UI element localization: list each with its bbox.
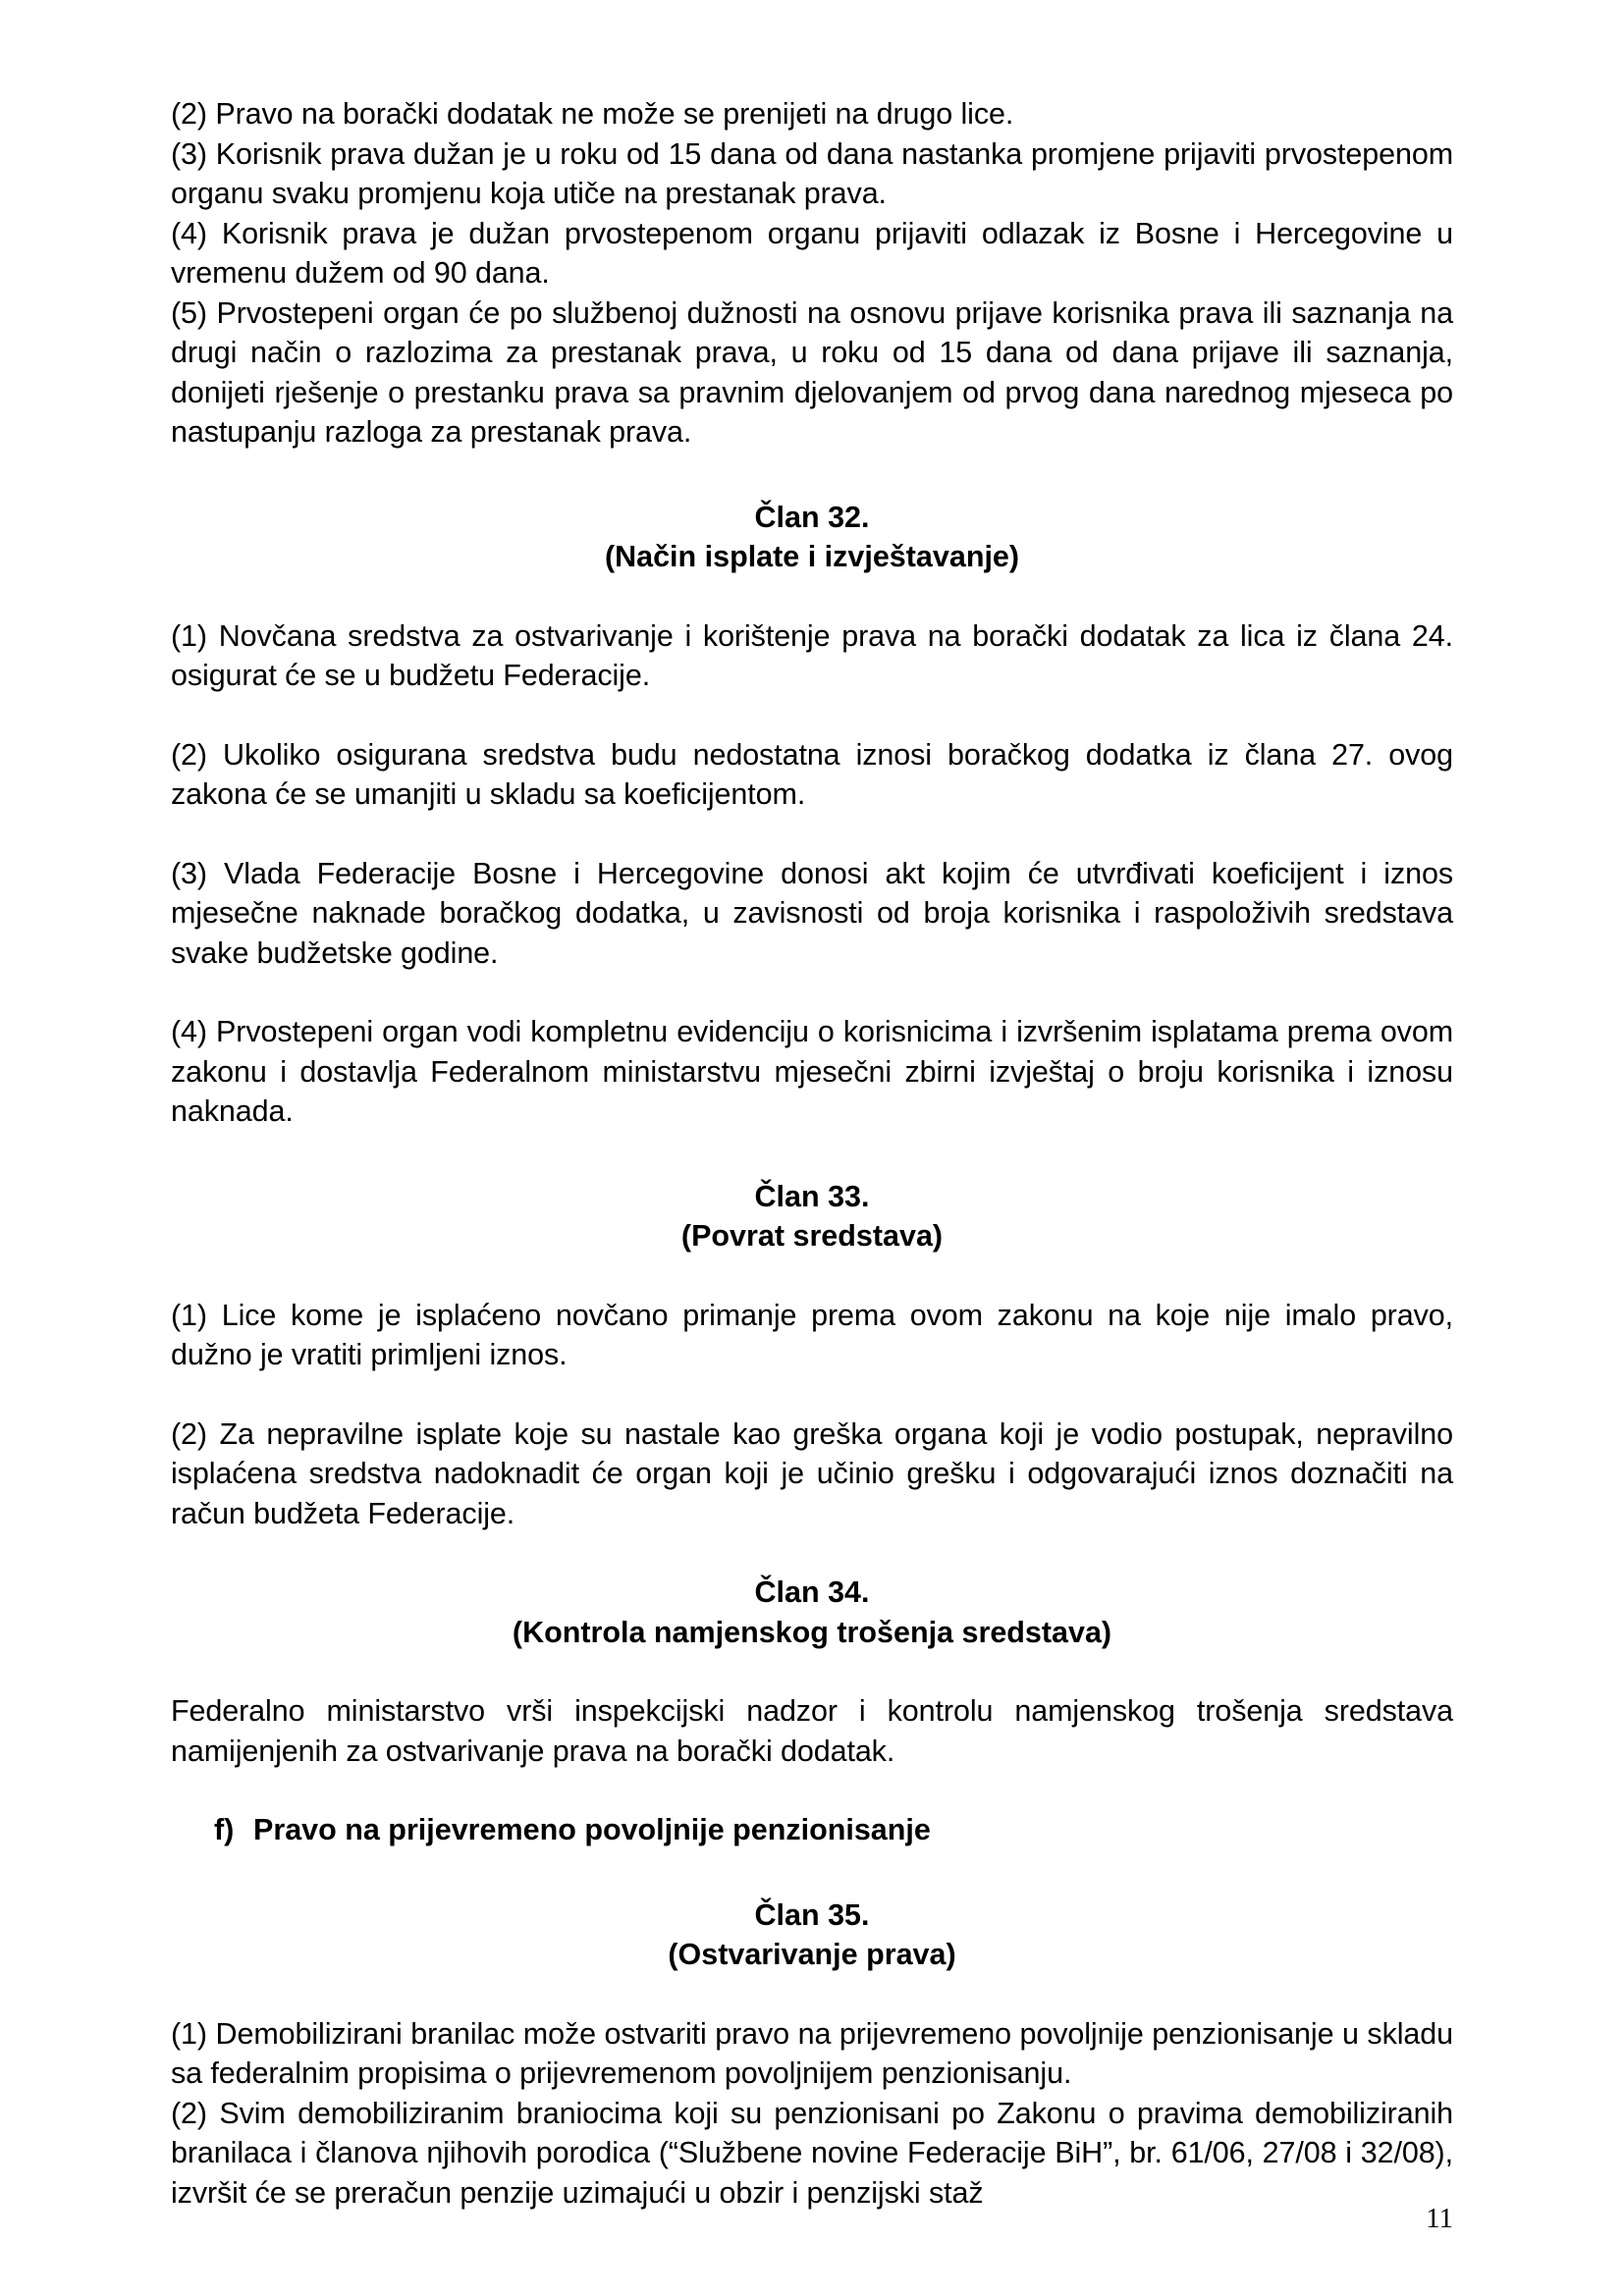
paragraph-art32-4: (4) Prvostepeni organ vodi kompletnu evidenciju o korisnicima i izvršenim isplatama prema ovom zakonu i dostavlja Federalnom ministarstvu mjesečni zbirni izvještaj o broju korisnika i iznosu naknada. <box>171 1015 1453 1128</box>
spacer <box>171 1375 1453 1415</box>
heading-clan-32 <box>171 498 1453 577</box>
spacer <box>171 696 1453 735</box>
spacer <box>171 973 1453 1012</box>
spacer <box>171 453 1453 498</box>
spacer <box>171 1256 1453 1296</box>
spacer <box>171 1850 1453 1896</box>
spacer <box>171 815 1453 854</box>
heading-clan-35-title: (Ostvarivanje prava) <box>668 1938 956 1971</box>
spacer <box>171 1652 1453 1691</box>
spacer <box>171 1975 1453 2014</box>
paragraph-art32-3: (3) Vlada Federacije Bosne i Hercegovine donosi akt kojim će utvrđivati koeficijent i iznos mjesečne naknade boračkog dodatka, u zavisnosti od broja korisnika i raspoloživih sredstava svake budžetske godine. <box>171 856 1453 970</box>
subsection-title-f: Pravo na prijevremeno povoljnije penzionisanje <box>253 1813 931 1846</box>
page-number: 11 <box>1426 2203 1453 2234</box>
heading-clan-35 <box>171 1896 1453 1975</box>
paragraph-art33-2: (2) Za nepravilne isplate koje su nastale kao greška organa koji je vodio postupak, nepravilno isplaćena sredstva nadoknadit će organ koji je učinio grešku i odgovarajući iznos doznačiti na račun budžeta Federacije. <box>171 1416 1453 1530</box>
paragraph-art31-4: (4) Korisnik prava je dužan prvostepenom organu prijaviti odlazak iz Bosne i Hercegovine u vremenu dužem od 90 dana. <box>171 216 1453 290</box>
paragraph-art32-1: (1) Novčana sredstva za ostvarivanje i korištenje prava na borački dodatak za lica iz člana 24. osigurat će se u budžetu Federacije. <box>171 618 1453 692</box>
paragraph-art31-5: (5) Prvostepeni organ će po službenoj dužnosti na osnovu prijave korisnika prava ili saznanja na drugi način o razlozima za prestanak prava, u roku od 15 dana od dana prijave ili saznanja, donijeti rješenje o prestanku prava sa pravnim djelovanjem od prvog dana narednog mjeseca po nastupanju razloga za prestanak prava. <box>171 295 1453 449</box>
heading-clan-33 <box>171 1177 1453 1256</box>
heading-clan-35-number: Član 35. <box>754 1897 870 1932</box>
paragraph-art35-1: (1) Demobilizirani branilac može ostvariti pravo na prijevremeno povoljnije penzionisanje u skladu sa federalnim propisima o prijevremenom povoljnijem penzionisanju. <box>171 2016 1453 2090</box>
spacer <box>171 1533 1453 1573</box>
spacer <box>171 577 1453 616</box>
paragraph-art31-2: (2) Pravo na borački dodatak ne može se prenijeti na drugo lice. <box>171 97 1014 131</box>
heading-clan-34-title: (Kontrola namjenskog trošenja sredstava) <box>512 1615 1112 1649</box>
heading-clan-33-title: (Povrat sredstava) <box>680 1219 944 1253</box>
paragraph-art34-body: Federalno ministarstvo vrši inspekcijski nadzor i kontrolu namjenskog trošenja sredstava namijenjenih za ostvarivanje prava na borački dodatak. <box>171 1694 1453 1768</box>
heading-clan-34 <box>171 1573 1453 1652</box>
heading-clan-34-number: Član 34. <box>754 1575 870 1609</box>
spacer <box>171 1771 1453 1810</box>
heading-clan-32-number: Član 32. <box>754 500 870 534</box>
paragraph-art33-1: (1) Lice kome je isplaćeno novčano primanje prema ovom zakonu na koje nije imalo pravo, dužno je vratiti primljeni iznos. <box>171 1298 1453 1371</box>
heading-clan-32-title: (Način isplate i izvještavanje) <box>604 540 1020 573</box>
page-content <box>171 94 1453 2213</box>
subsection-heading-f <box>171 1810 1453 1850</box>
paragraph-art31-3: (3) Korisnik prava dužan je u roku od 15 dana od dana nastanka promjene prijaviti prvostepenom organu svaku promjenu koja utiče na prestanak prava. <box>171 136 1453 210</box>
spacer <box>171 1132 1453 1177</box>
paragraph-art32-2: (2) Ukoliko osigurana sredstva budu nedostatna iznosi boračkog dodatka iz člana 27. ovog zakona će se umanjiti u skladu sa koeficijentom. <box>171 737 1453 811</box>
paragraph-art35-2: (2) Svim demobiliziranim braniocima koji su penzionisani po Zakonu o pravima demobiliziranih branilaca i članova njihovih porodica (“Službene novine Federacije BiH”, br. 61/06, 27/08 i 32/08), izvršit će se preračun penzije uzimajući u obzir i penzijski staž <box>171 2096 1453 2210</box>
subsection-marker-f: f) <box>214 1813 235 1846</box>
heading-clan-33-number: Član 33. <box>754 1179 870 1213</box>
